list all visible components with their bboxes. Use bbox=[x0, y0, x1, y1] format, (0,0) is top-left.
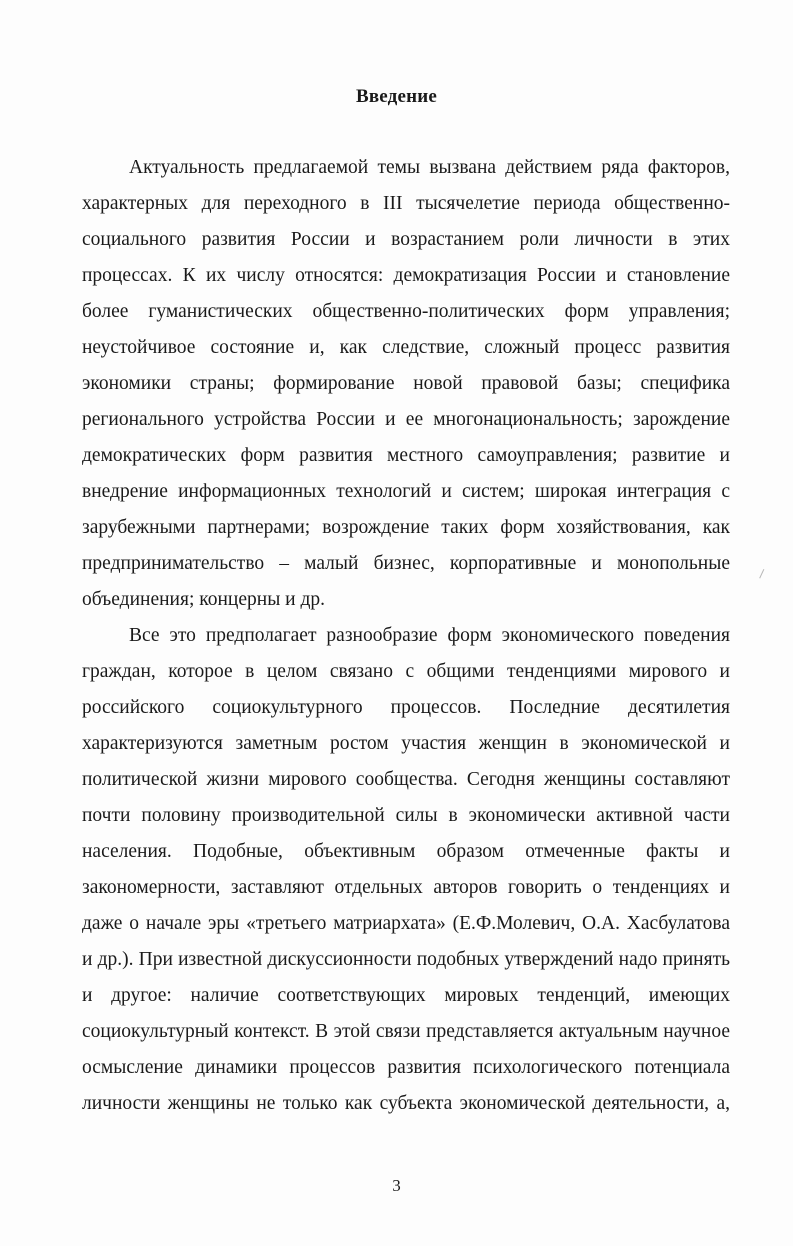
paragraph-1-line-4: процессах. К их числу относятся: демократизация России и становление bbox=[82, 265, 730, 286]
paragraph-1-line-3: социального развития России и возрастанием роли личности в этих bbox=[82, 229, 730, 250]
paragraph-1-line-10: внедрение информационных технологий и систем; широкая интеграция с bbox=[82, 481, 730, 502]
paragraph-2-line-8: закономерности, заставляют отдельных авторов говорить о тенденциях и bbox=[82, 877, 730, 898]
section-title: Введение bbox=[355, 86, 438, 107]
margin-mark bbox=[759, 569, 770, 581]
paragraph-2-line-7: населения. Подобные, объективным образом отмеченные факты и bbox=[82, 841, 730, 862]
paragraph-2-line-1: Все это предполагает разнообразие форм экономического поведения bbox=[129, 625, 730, 646]
paragraph-2-line-14: личности женщины не только как субъекта экономической деятельности, а, bbox=[82, 1093, 730, 1114]
paragraph-2-line-11: и другое: наличие соответствующих мировых тенденций, имеющих bbox=[82, 985, 730, 1006]
paragraph-1-line-9: демократических форм развития местного самоуправления; развитие и bbox=[82, 445, 730, 466]
paragraph-2-line-5: политической жизни мирового сообщества. Сегодня женщины составляют bbox=[82, 769, 730, 790]
paragraph-1-line-11: зарубежными партнерами; возрождение таких форм хозяйствования, как bbox=[82, 517, 730, 538]
paragraph-2-line-12: социокультурный контекст. В этой связи представляется актуальным научное bbox=[82, 1021, 730, 1042]
paragraph-2-line-9: даже о начале эры «третьего матриархата» (Е.Ф.Молевич, О.А. Хасбулатова bbox=[82, 913, 730, 934]
page-number: 3 bbox=[392, 1176, 401, 1195]
paragraph-2-line-3: российского социокультурного процессов. Последние десятилетия bbox=[82, 697, 730, 718]
paragraph-1-line-8: регионального устройства России и ее многонациональность; зарождение bbox=[82, 409, 730, 430]
paragraph-1-line-12: предпринимательство – малый бизнес, корпоративные и монопольные bbox=[82, 553, 730, 574]
paragraph-2-line-13: осмысление динамики процессов развития психологического потенциала bbox=[82, 1057, 730, 1078]
paragraph-2-line-6: почти половину производительной силы в экономически активной части bbox=[82, 805, 730, 826]
paragraph-2-line-2: граждан, которое в целом связано с общими тенденциями мирового и bbox=[82, 661, 730, 682]
paragraph-1-line-2: характерных для переходного в III тысячелетие периода общественно- bbox=[82, 193, 730, 214]
paragraph-1-line-7: экономики страны; формирование новой правовой базы; специфика bbox=[82, 373, 730, 394]
paragraph-2-line-10: и др.). При известной дискуссионности подобных утверждений надо принять bbox=[82, 949, 730, 970]
body-text bbox=[82, 150, 730, 1122]
paragraph-1-line-13: объединения; концерны и др. bbox=[82, 589, 326, 610]
paragraph-2-line-4: характеризуются заметным ростом участия женщин в экономической и bbox=[82, 733, 730, 754]
paragraph-1-line-1: Актуальность предлагаемой темы вызвана действием ряда факторов, bbox=[129, 157, 730, 178]
paragraph-1-line-6: неустойчивое состояние и, как следствие, сложный процесс развития bbox=[82, 337, 730, 358]
paragraph-1-line-5: более гуманистических общественно-политических форм управления; bbox=[82, 301, 730, 322]
